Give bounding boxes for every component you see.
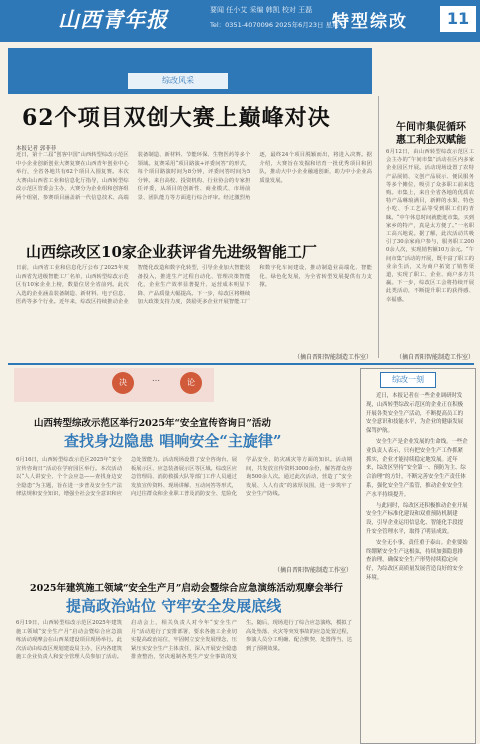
editor-credits: 要闻 任小艾 采编 韩凯 校对 王磊 <box>210 6 313 14</box>
article2-headline: 山西综改区10家企业获评省先进级智能工厂 <box>26 243 317 261</box>
article3-kicker: 山西转型综改示范区举行2025年“安全宣传咨询日”活动 <box>34 418 271 429</box>
band-circle-right: 论 <box>180 372 202 394</box>
article3-headline: 查找身边隐患 唱响安全“主旋律” <box>64 432 282 450</box>
sidebar-source: （摘自晋阳智能制造工作室） <box>395 354 474 361</box>
article1-body: 近日，第十二届“创客中国”山西转型综改示范区中小企业创新创业大赛复赛在山西青年创业中心举行，全省各地共有62个项目入围复赛。本次大赛由山西省工业和信息化厅指导，山西转型综改示范区管委会主办，大赛分为企业组和创客组两个组别，参赛项目涵盖新一代信息技术、高端装备制造、新材料、节能环保、生物医药等多个领域。复赛采用“项目路演+评委问答”的形式，每个项目路演时间为8分钟，评委问答时间为5分钟。来自高校、投资机构、行业协会的专家担任评委，从项目的创新性、商业模式、市场前景、团队能力等方面进行综合评审。经过激烈角逐，最终24个项目脱颖而出，将进入决赛。据介绍，大赛旨在发掘和培育一批优秀项目和团队，推动大中小企业融通创新，助力中小企业高质量发展。 <box>16 152 372 201</box>
article4-headline: 提高政治站位 守牢安全发展底线 <box>66 597 282 615</box>
sidebar-body: 6月12日，由山西转型综改示范区工会主办的“午间市集”活动在区内多家企业园区开展。活动现场设置了农特产品展销、文创产品展示、便民服务等多个摊位，吸引了众多职工前来选购。市集上，来自全省各地的优质农特产品琳琅满目，新鲜的水果、特色小吃、手工艺品等受到职工们的青睐。“中午休息时间就能逛市集，买到家乡的特产，真是太方便了。”一名职工高兴地说。据了解，此次活动共吸引了30余家商户参与，服务职工2000余人次，实现销售额10万余元。“午间市集”活动的开展，既丰富了职工的业余生活，又为商户拓宽了销售渠道，实现了职工、企业、商户多方共赢。下一步，综改区工会将持续开展此类活动，不断提升职工的获得感、幸福感。 <box>386 149 474 303</box>
commentary-paragraph: 安全无小事，责任重于泰山。企业要始终绷紧安全生产这根弦，持续加强隐患排查治理，确保安全生产形势持续稳定向好，为综改区高质量发展营造良好的安全环境。 <box>366 539 468 581</box>
section-title: 特型综改 <box>332 12 408 32</box>
article1-headline: 62个项目双创大赛上巅峰对决 <box>22 105 331 131</box>
article1-byline: 本报记者 郭菲菲 <box>16 146 57 152</box>
commentary-body <box>366 392 468 738</box>
commentary-paragraph: 近日，本报记者在一些企业调研时发现，山西转型综改示范区的企业正在积极开展各类安全生产活动，不断提高员工的安全意识和技能水平，为企业的健康发展保驾护航。 <box>366 393 464 435</box>
masthead-logo: 山西青年报 <box>58 7 168 32</box>
sidebar-headline-line1: 午间市集促循环 <box>396 122 466 133</box>
commentary-paragraph: 与此同时，综改区还积极推动企业开展安全生产标准化建设和双重预防机制建设，引导企业运用信息化、智能化手段提升安全管理水平，取得了明显成效。 <box>366 502 468 535</box>
column-divider <box>378 96 379 358</box>
contact-date: Tel：0351-4070096 2025年6月23日 星期一 <box>210 21 346 29</box>
sidebar-headline-line2: 惠工利企双赋能 <box>396 135 466 146</box>
band-circle-left: 决 <box>112 372 134 394</box>
article2-body: 日前，山西省工业和信息化厅公布了2025年度山西省先进级智能工厂名单，山西转型综改示范区有10家企业上榜，数量位居全省前列。此次入选的企业涵盖装备制造、新材料、电子信息、医药等多个行业。近年来，综改区持续推动企业智能化改造和数字化转型，引导企业加大智能装备投入，推进生产过程自动化、管理决策智能化，企业生产效率显著提升、运营成本明显下降、产品质量大幅提高。下一步，综改区将继续加大政策支持力度，鼓励更多企业开展智能工厂和数字化车间建设，推动制造业高端化、智能化、绿色化发展，为全省转型发展提供有力支撑。 <box>16 265 372 306</box>
article3-source: （摘自晋阳智能制造工作室） <box>273 567 352 574</box>
page-number: 11 <box>440 6 476 32</box>
article3-body: 6月16日，山西转型综改示范区2025年“安全宣传咨询日”活动在学府园区举行。本次活动以“人人讲安全、个个会应急——查找身边安全隐患”为主题，旨在进一步普及安全生产法律法规和安全知识，增强全社会安全意识和应急处置能力。活动现场设置了安全咨询台、展板展示区、应急装备展示区等区域。综改区应急管理局、消防救援大队等部门工作人员通过发放宣传资料、现场讲解、互动问答等形式，向过往群众和企业职工普及消防安全、危险化学品安全、防灾减灾等方面的知识。活动期间，共发放宣传资料3000余份，解答群众咨询500余人次。通过此次活动，营造了“安全发展、人人有责”的浓厚氛围，进一步筑牢了安全生产防线。 <box>16 457 352 498</box>
article2-source: （摘自晋阳智能制造工作室） <box>293 354 372 361</box>
commentary-label: 综改一刻 <box>380 372 436 388</box>
band-ellipsis: … <box>152 374 160 383</box>
section-divider <box>8 363 474 365</box>
article4-kicker: 2025年建筑施工领域“安全生产月”启动会暨综合应急演练活动观摩会举行 <box>30 583 343 594</box>
banner-tag: 综改风采 <box>128 73 228 89</box>
commentary-paragraph: 安全生产是企业发展的生命线。一些企业负责人表示，只有把安全生产工作抓紧抓实，企业才能持续稳定地发展。近年来，综改区坚持“安全第一、预防为主、综合治理”的方针，不断完善安全生产责任体系，强化安全生产监管，推动企业安全生产水平持续提升。 <box>366 438 468 498</box>
article4-body: 6月19日，山西转型综改示范区2025年建筑施工领域“安全生产月”启动会暨综合应急演练活动观摩会在山西某建设项目现场举行。此次活动由综改区规划建设局主办，区内各建筑施工企业负责人和安全管理人员参加了活动。启动会上，相关负责人对今年“安全生产月”活动进行了安排部署，要求各施工企业切实提高政治站位，牢固树立安全发展理念，压紧压实安全生产主体责任，深入开展安全隐患排查整治，坚决遏制各类生产安全事故的发生。随后，现场进行了综合应急演练，模拟了高处坠落、火灾等突发事故的应急处置过程，参演人员分工明确、配合默契、处置得当，达到了预期效果。 <box>16 620 352 661</box>
